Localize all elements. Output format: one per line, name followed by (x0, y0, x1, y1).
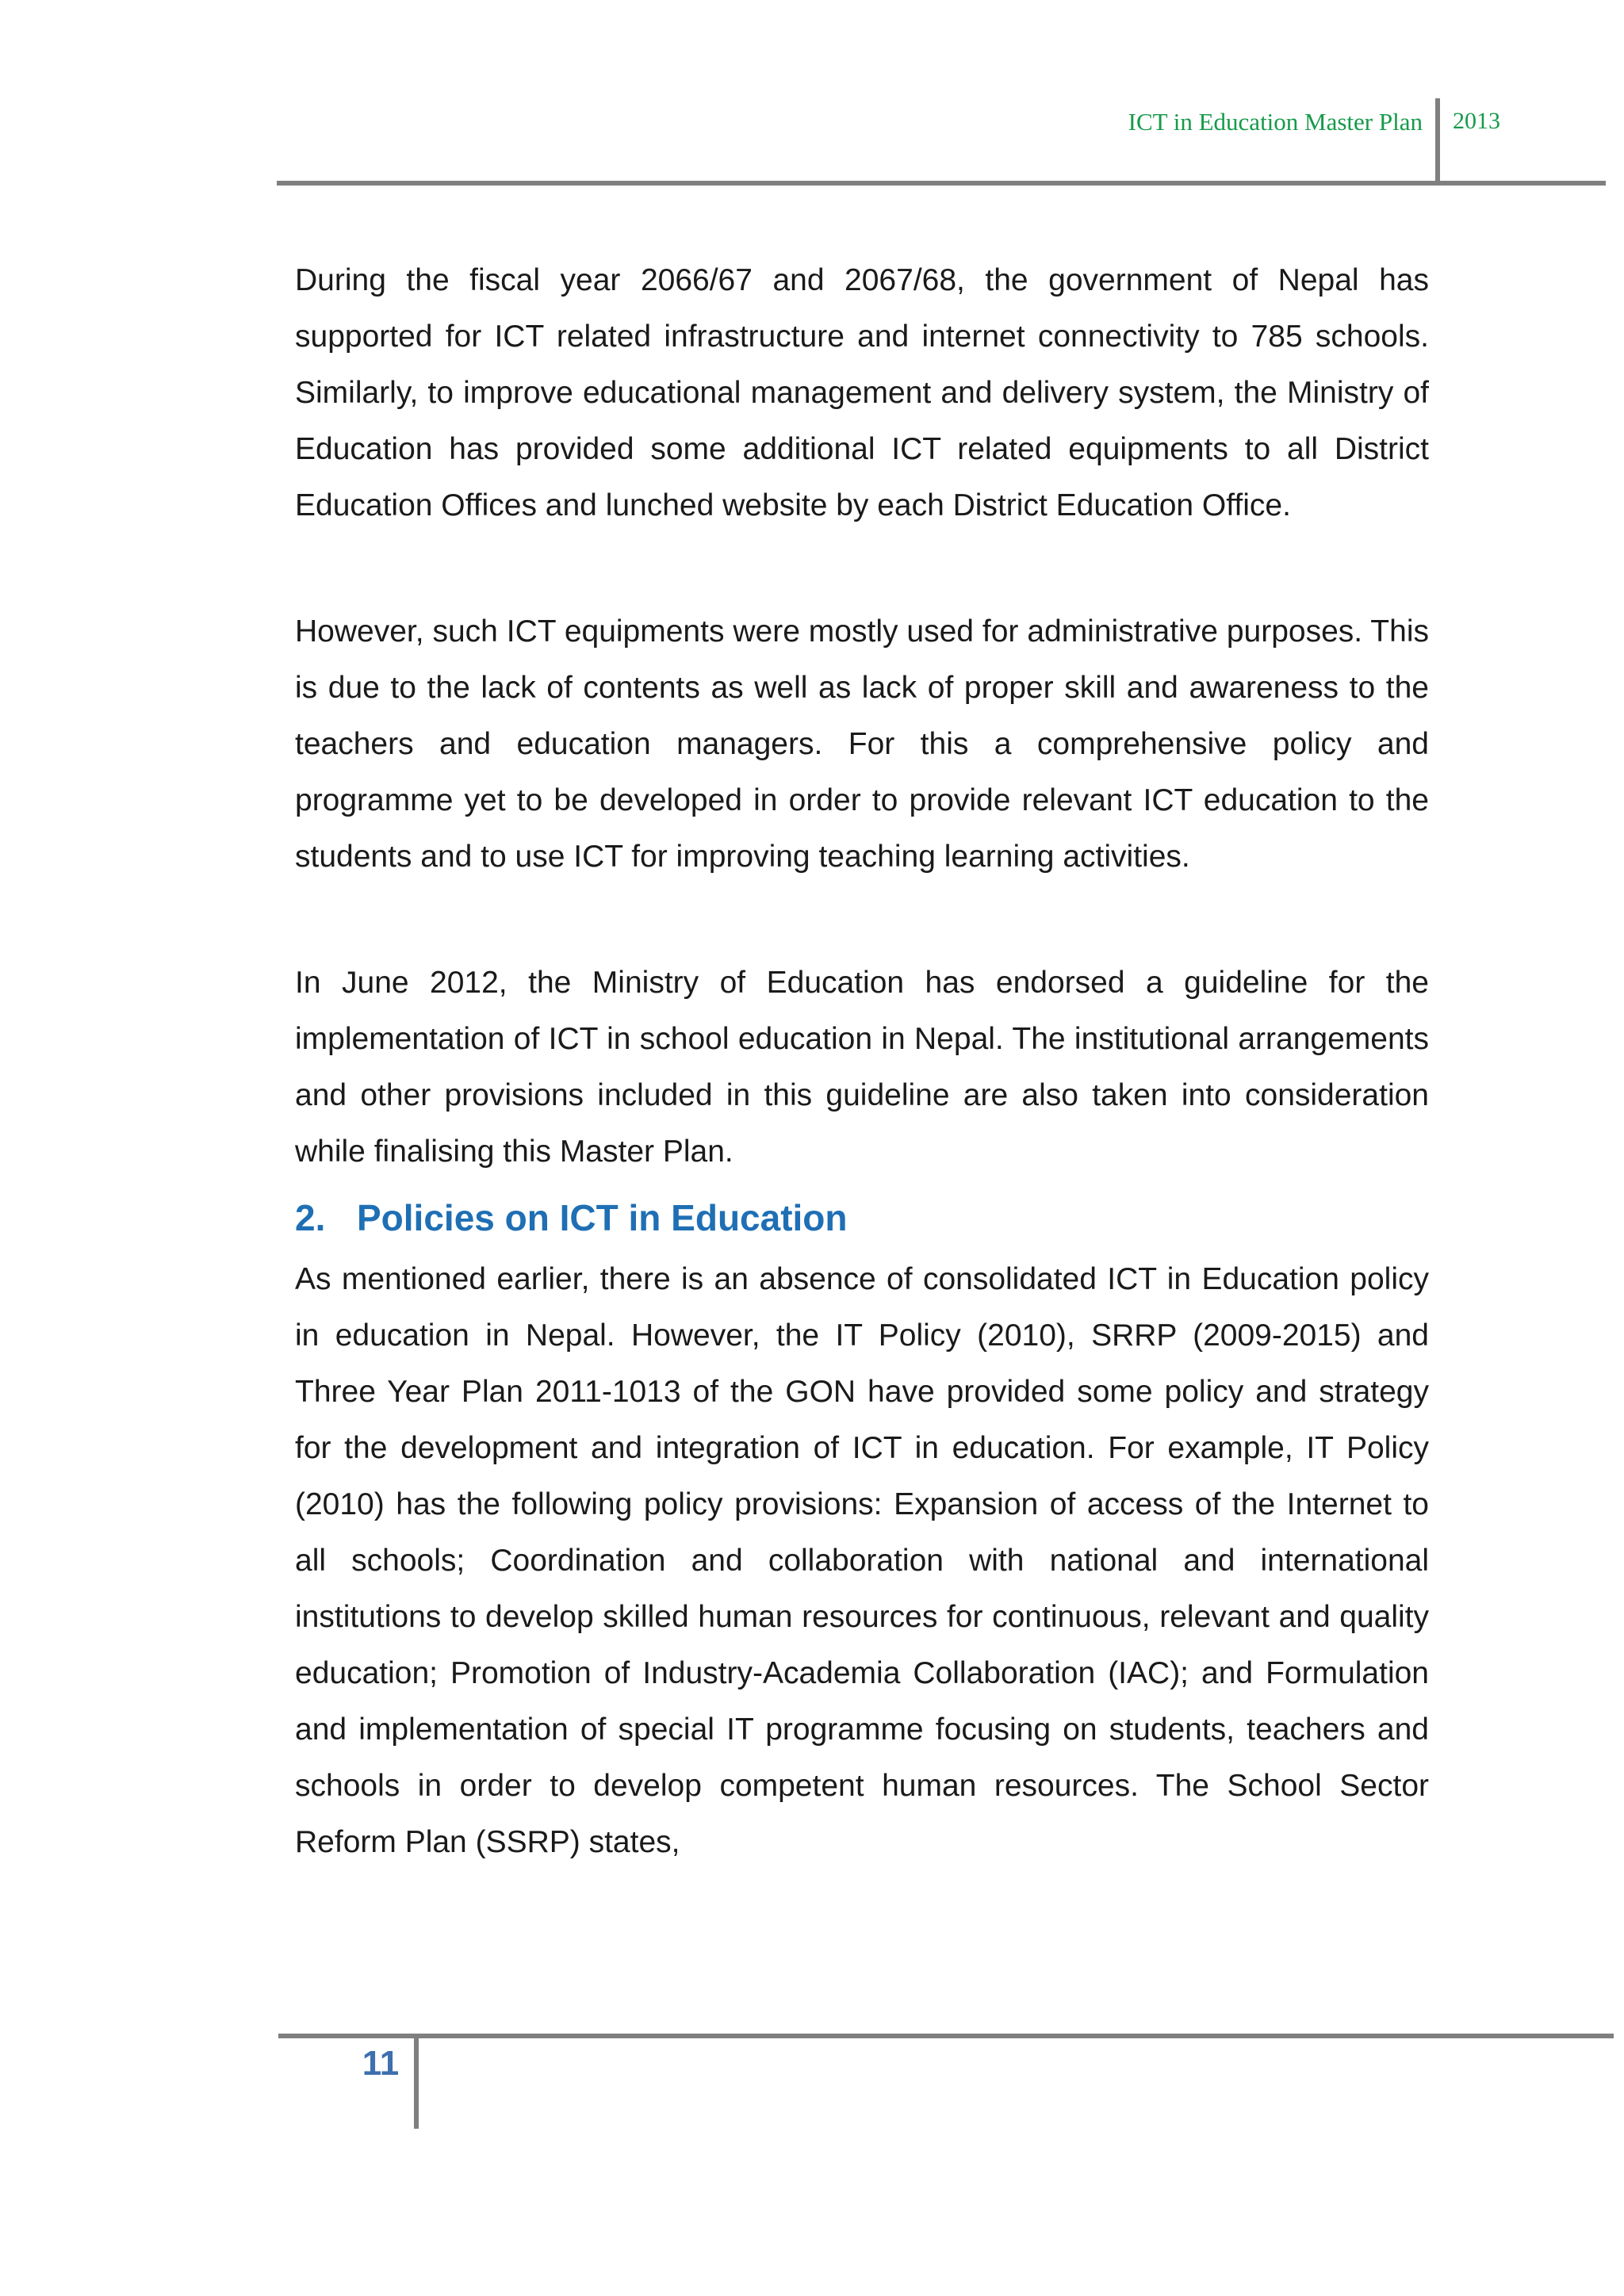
header-rule (277, 181, 1606, 186)
header-divider (1435, 98, 1440, 184)
page-number: 11 (362, 2044, 400, 2083)
paragraph-policies: As mentioned earlier, there is an absence of consolidated ICT in Education policy in education in Nepal. However, the IT Policy (2010), SRRP (2009-2015) and Three Year Plan 2011-1013 of the GON have provided some policy and strategy for the development and integration of ICT in education. For example, IT Policy (2010) has the following policy provisions: Expansion of access of the Internet to all schools; Coordination and collaboration with national and international institutions to develop skilled human resources for continuous, relevant and quality education; Promotion of Industry-Academia Collaboration (IAC); and Formulation and implementation of special IT programme focusing on students, teachers and schools in order to develop competent human resources. The School Sector Reform Plan (SSRP) states, (295, 1262, 1429, 1859)
running-header-title: ICT in Education Master Plan (1128, 108, 1423, 136)
footer-divider (414, 2035, 419, 2129)
section-number: 2. (295, 1197, 326, 1238)
paragraph-ict-equipment-usage: However, such ICT equipments were mostly used for administrative purposes. This is due to the lack of contents as well as lack of proper skill and awareness to the teachers and education managers. For this a comprehensive policy and programme yet to be developed in order to provide relevant ICT education to the students and to use ICT for improving teaching learning activities. (295, 614, 1429, 874)
page-body (295, 252, 1429, 1870)
running-header-year: 2013 (1453, 108, 1500, 134)
paragraph-guideline-2012: In June 2012, the Ministry of Education has endorsed a guideline for the implementation of ICT in school education in Nepal. The institutional arrangements and other provisions included in this guideline are also taken into consideration while finalising this Master Plan. (295, 966, 1429, 1169)
footer-rule (278, 2034, 1614, 2038)
paragraph-fiscal-year: During the fiscal year 2066/67 and 2067/68, the government of Nepal has supported for ICT related infrastructure and internet connectivity to 785 schools. Similarly, to improve educational management and delivery system, the Ministry of Education has provided some additional ICT related equipments to all District Education Offices and lunched website by each District Education Office. (295, 263, 1429, 522)
section-title: Policies on ICT in Education (357, 1197, 848, 1238)
section-heading (295, 1191, 1429, 1245)
